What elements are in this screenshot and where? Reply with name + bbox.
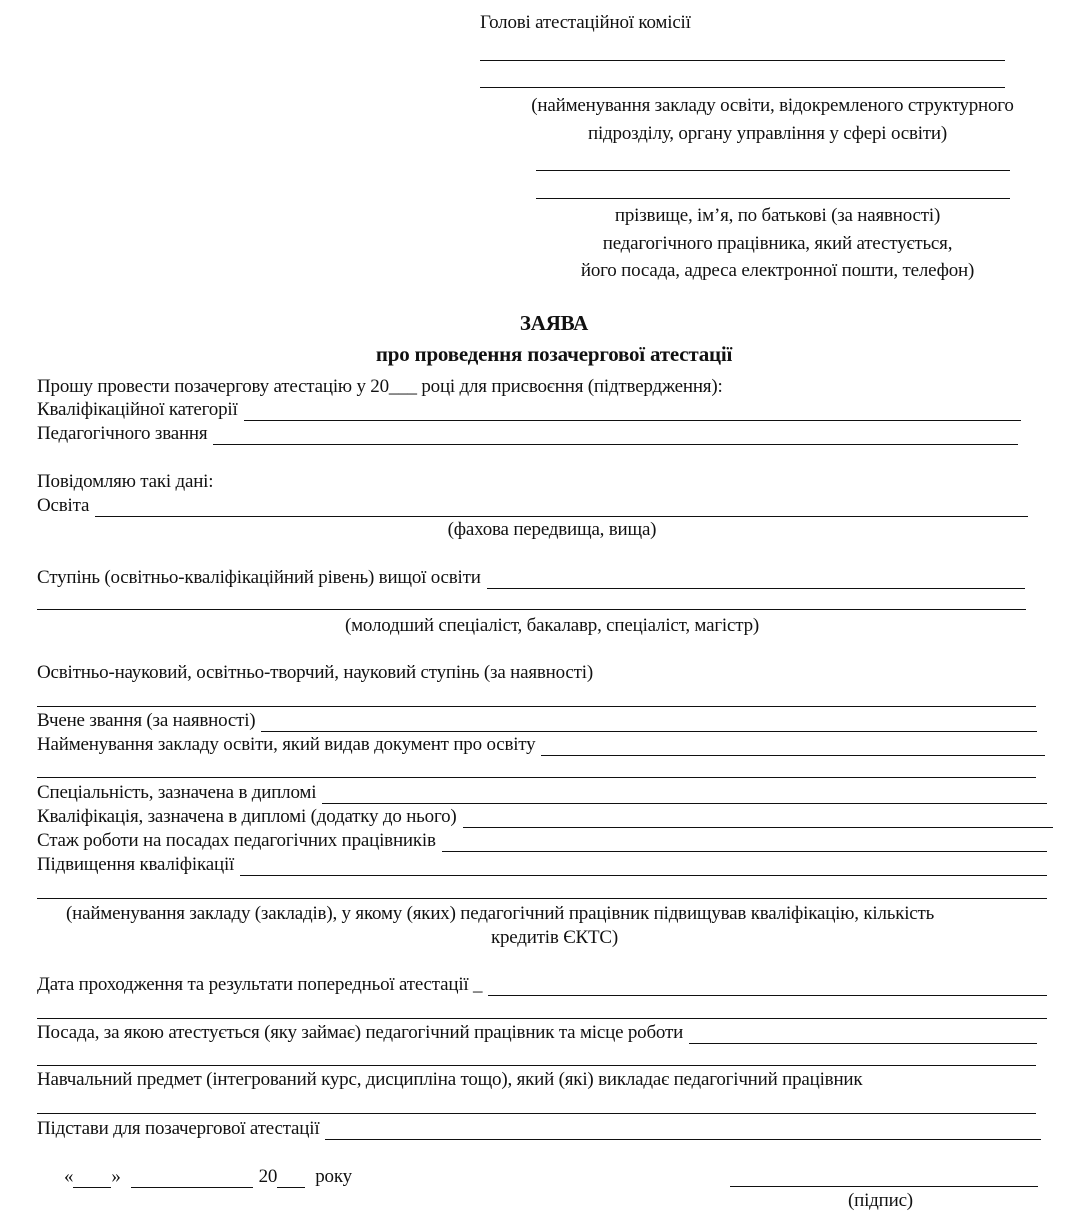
applicant-line-2[interactable] [536, 198, 1010, 199]
training-hint-1: (найменування закладу (закладів), у якому (яких) педагогічний працівник підвищував кваліфікацію, кількість [66, 903, 935, 924]
scientific-degree-label: Освітньо-науковий, освітньо-творчий, науковий ступінь (за наявності) [37, 662, 593, 683]
training-label: Підвищення кваліфікації [37, 854, 235, 875]
date-month-field[interactable] [131, 1171, 253, 1188]
institution-line-2[interactable] [480, 87, 1005, 88]
academic-title-row [37, 710, 1037, 732]
applicant-line-1[interactable] [536, 170, 1010, 171]
training-field[interactable] [240, 859, 1047, 876]
date-year-suffix: року [315, 1166, 352, 1187]
previous-attestation-line-2[interactable] [37, 1018, 1047, 1019]
training-line-2[interactable] [37, 898, 1047, 899]
document-title: ЗАЯВА [519, 311, 589, 335]
signature-line[interactable] [730, 1186, 1038, 1187]
previous-attestation-label: Дата проходження та результати попередньої атестації _ [37, 974, 483, 995]
education-label: Освіта [37, 495, 90, 516]
signature-hint: (підпис) [848, 1190, 913, 1211]
institution-label: Найменування закладу освіти, який видав документ про освіту [37, 734, 536, 755]
qualification-field[interactable] [463, 811, 1054, 828]
degree-line-2[interactable] [37, 609, 1026, 610]
rank-label: Педагогічного звання [37, 423, 208, 444]
subject-line[interactable] [37, 1113, 1036, 1114]
date-open-quote: « [64, 1166, 74, 1187]
previous-attestation-field[interactable] [488, 979, 1047, 996]
position-row [37, 1022, 1037, 1044]
specialty-label: Спеціальність, зазначена в дипломі [37, 782, 317, 803]
specialty-field[interactable] [322, 787, 1047, 804]
date-row [64, 1166, 352, 1188]
academic-title-field[interactable] [261, 715, 1037, 732]
position-line-2[interactable] [37, 1065, 1036, 1066]
grounds-row [37, 1118, 1041, 1140]
specialty-row [37, 782, 1047, 804]
category-label: Кваліфікаційної категорії [37, 399, 238, 420]
experience-field[interactable] [442, 835, 1047, 852]
position-label: Посада, за якою атестується (яку займає) педагогічний працівник та місце роботи [37, 1022, 684, 1043]
category-field[interactable] [244, 404, 1021, 421]
previous-attestation-row [37, 974, 1047, 996]
addressee-text: Голові атестаційної комісії [480, 12, 691, 33]
training-row [37, 854, 1047, 876]
qualification-row [37, 806, 1053, 828]
experience-label: Стаж роботи на посадах педагогічних працівників [37, 830, 436, 851]
degree-row [37, 567, 1025, 589]
grounds-label: Підстави для позачергової атестації [37, 1118, 320, 1139]
degree-label: Ступінь (освітньо-кваліфікаційний рівень) вищої освіти [37, 567, 481, 588]
education-field[interactable] [95, 500, 1028, 517]
institution-line-1[interactable] [480, 60, 1005, 61]
institution-hint-1: (найменування закладу освіти, відокремленого структурного [531, 95, 1014, 116]
degree-field[interactable] [487, 572, 1025, 589]
scientific-degree-line[interactable] [37, 706, 1036, 707]
training-hint-2: кредитів ЄКТС) [490, 927, 619, 948]
institution-line-extra[interactable] [37, 777, 1036, 778]
document-subtitle: про проведення позачергової атестації [375, 342, 733, 366]
date-close-quote: » [111, 1166, 121, 1187]
request-text: Прошу провести позачергову атестацію у 20___ році для присвоєння (підтвердження): [37, 376, 723, 397]
institution-field[interactable] [541, 739, 1045, 756]
date-year-field[interactable] [277, 1171, 305, 1188]
applicant-hint-2: педагогічного працівника, який атестується, [602, 233, 953, 254]
institution-hint-2: підрозділу, органу управління у сфері освіти) [588, 123, 947, 144]
qualification-label: Кваліфікація, зазначена в дипломі (додатку до нього) [37, 806, 457, 827]
institution-row [37, 734, 1045, 756]
education-row [37, 495, 1028, 517]
position-field[interactable] [689, 1027, 1037, 1044]
applicant-hint-3: його посада, адреса електронної пошти, телефон) [580, 260, 975, 281]
rank-row [37, 423, 1018, 445]
degree-hint: (молодший спеціаліст, бакалавр, спеціаліст, магістр) [344, 615, 760, 636]
date-day-field[interactable] [73, 1171, 111, 1188]
experience-row [37, 830, 1047, 852]
academic-title-label: Вчене звання (за наявності) [37, 710, 256, 731]
subject-label: Навчальний предмет (інтегрований курс, дисципліна тощо), який (які) викладає педагогічний працівник [37, 1069, 863, 1090]
education-hint: (фахова передвища, вища) [447, 519, 657, 540]
category-row [37, 399, 1021, 421]
date-year-prefix: 20 [258, 1166, 278, 1187]
applicant-hint-1: прізвище, ім’я, по батькові (за наявності) [614, 205, 941, 226]
grounds-field[interactable] [325, 1123, 1041, 1140]
rank-field[interactable] [213, 428, 1018, 445]
info-intro: Повідомляю такі дані: [37, 471, 214, 492]
